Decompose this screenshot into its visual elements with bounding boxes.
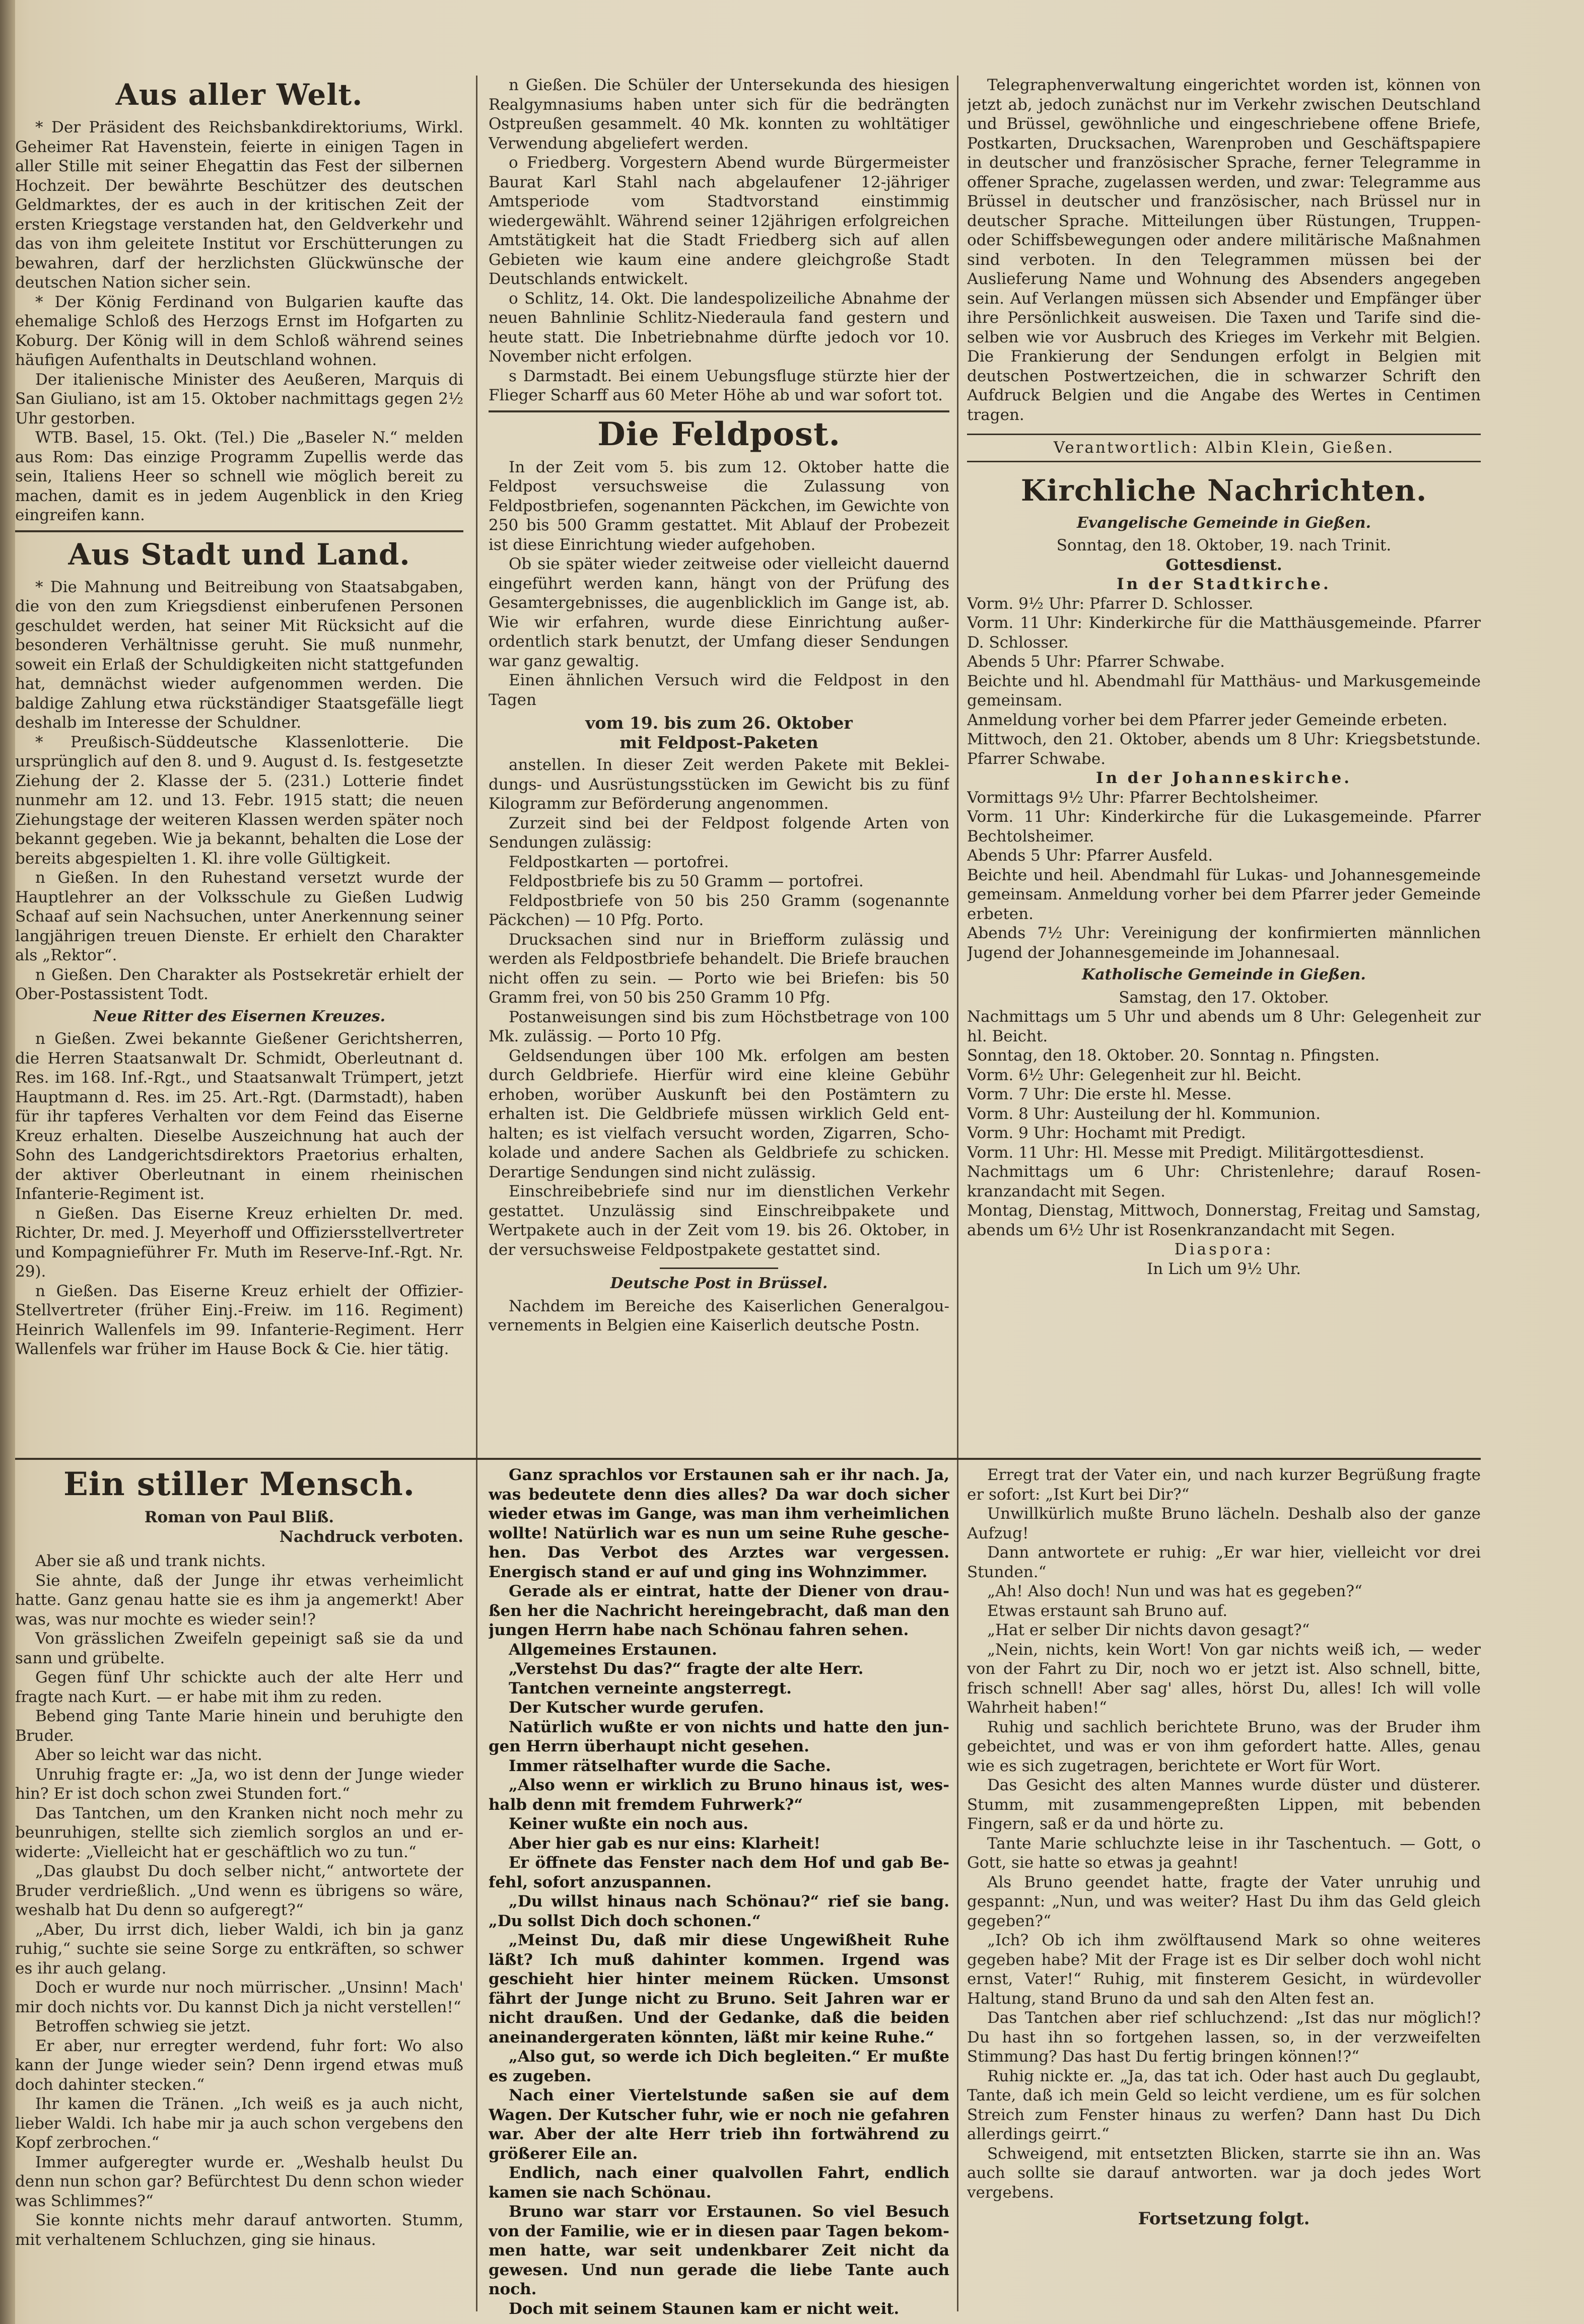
schedule-line: Mittwoch, den 21. Oktober, abends um 8 Uhr: Kriegsbetstunde. Pfarrer Schwabe. [967,730,1481,768]
serial-author: Roman von Paul Bliß. [144,1508,334,1526]
diaspora-line: In Lich um 9½ Uhr. [1147,1259,1301,1278]
paragraph: Zurzeit sind bei der Feldpost folgende Arten von Sendungen zulässig: [489,814,949,852]
serial-paragraph: Doch mit seinem Staunen kam er nicht weit. [509,2299,900,2316]
serial-paragraph: Ihr kamen die Tränen. „Ich weiß es ja auch nicht, lieber Waldi. Ich habe mir ja auch schon vergebens den Kopf zerbrochen.“ [15,2095,463,2152]
serial-text-3 [967,1465,1481,2202]
serial-paragraph: „Aber, Du irrst dich, lieber Waldi, ich bin ja ganz ruhig,“ suchte sie seine Sorge zu entkräften, so schwer es ihr auch gelang. [15,1920,463,1978]
column-rule [957,76,958,2311]
serial-paragraph: „Das glaubst Du doch selber nicht,“ antwortete der Bruder verdrießlich. „Und wenn es übrigens so wäre, weshalb hat Du denn so aufgeregt?“ [15,1862,463,1919]
schedule-line: Vorm. 9 Uhr: Hochamt mit Predigt. [967,1124,1246,1142]
schedule-line: Vormittags 9½ Uhr: Pfarrer Bechtolsheimer. [967,788,1319,807]
serial-paragraph: „Also wenn er wirklich zu Bruno hinaus ist, weshalb denn mit fremdem Fuhrwerk?“ [489,1776,949,1814]
feldpost-pakete: mit Feldpost-Paketen [619,732,818,752]
column-rule [476,76,477,2311]
fortsetzung-folgt: Fortsetzung folgt. [1138,2209,1310,2229]
schedule-line: Montag, Dienstag, Mittwoch, Donnerstag, Freitag und Samstag, abends um 6½ Uhr ist Rosenkranzandacht mit Segen. [967,1202,1481,1239]
short-divider [660,1267,778,1269]
serial-paragraph: Bruno war starr vor Erstaunen. So viel Besuch von der Familie, wie er in diesen paar Tagen bekommen hatte, war seit undenkbarer Zeit nicht da gewesen. Und nun gerade die liebe Tante auch noch. [489,2203,949,2298]
serial-paragraph: Immer rätselhafter wurde die Sache. [509,1756,831,1775]
schedule-line: Anmeldung vorher bei dem Pfarrer jeder Gemeinde erbeten. [967,711,1448,729]
serial-paragraph: Tantchen verneinte angsterregt. [509,1679,792,1698]
subheading-evangelische-gemeinde: Evangelische Gemeinde in Gießen. [1076,514,1371,532]
serial-paragraph: Nach einer Viertelstunde saßen sie auf dem Wagen. Der Kutscher fuhr, wie er noch nie gefahren war. Aber der alte Herr trieb ihn fortwährend zu größerer Eile an. [489,2086,949,2163]
serial-paragraph: „Nein, nichts, kein Wort! Von gar nichts weiß ich, — weder von der Fahrt zu Dir, noch wo er jetzt ist. Also schnell, bitte, frisch schnell! Aber sag' alles, hörst Du, alles! Ich will volle Wahrheit haben!“ [967,1640,1481,1717]
serial-paragraph: Das Gesicht des alten Mannes wurde düster und düsterer. Stumm, mit zusammengepreßten Lippen, mit bebenden Fingern, saß er da und hörte zu. [967,1776,1481,1833]
serial-paragraph: Dann antwortete er ruhig: „Er war hier, vielleicht vor drei Stunden.“ [967,1543,1481,1581]
paragraph: n Gießen. Die Schüler der Untersekunda des hiesigen Realgymnasiums haben unter sich für die bedrängten Ostpreußen gesammelt. 40 Mk. konnten zu wohltätiger Verwendung abgeliefert werden. [489,76,949,153]
serial-paragraph: Das Tantchen, um den Kranken nicht noch mehr zu beunruhigen, stellte sich ziemlich sorglos an und erwiderte: „Vielleicht hat er geschäftlich wo zu tun.“ [15,1804,463,1861]
serial-paragraph: Gerade als er eintrat, hatte der Diener von draußen her die Nachricht hereingebracht, daß man den jungen Herrn habe nach Schönau fahren sehen. [489,1582,949,1639]
schedule-line: Vorm. 11 Uhr: Hl. Messe mit Predigt. Militärgottesdienst. [967,1143,1425,1162]
serial-paragraph: Gegen fünf Uhr schickte auch der alte Herr und fragte nach Kurt. — er habe mit ihm zu reden. [15,1668,463,1706]
paragraph: Postanweisungen sind bis zum Höchstbetrage von 100 Mk. zulässig. — Porto 10 Pfg. [489,1008,949,1045]
stadtkirche-schedule [967,594,1481,769]
article-feldpost [489,458,949,710]
serial-paragraph: „Meinst Du, daß mir diese Ungewißheit Ruhe läßt? Ich muß dahinter kommen. Irgend was geschieht hier hinter meinem Rücken. Umsonst fährt der Junge nicht zu Bruno. Seit Jahren war er nicht draußen. Und der Gedanke, daß die beiden aneinandergeraten könnten, läßt mir keine Ruhe.“ [489,1931,949,2047]
paragraph: n Gießen. Zwei bekannte Gießener Gerichtsherren, die Herren Staatsanwalt Dr. Schmidt, Oberleutnant d. Res. im 168. Inf.-Rgt., und Staatsanwalt Trümpert, jetzt Hauptmann d. Res. im 25. Art.-Rgt. (Darmstadt), haben für ihr tapferes Verhalten vor dem Feind das Eiserne Kreuz erhalten. Dieselbe Auszeichnung hat auch der Sohn des Landgerichtsdirektors Praetorius erhalten, der aktiver Oberleutnant in einem rheinischen Infanterie-Regiment ist. [15,1030,463,1203]
serial-paragraph: Sie ahnte, daß der Junge ihr etwas verheimlicht hatte. Ganz genau hatte sie es ihm ja angemerkt! Aber was, was nur mochte es wieder sein!? [15,1571,463,1629]
paragraph: Feldpostkarten — portofrei. [509,853,729,871]
serial-paragraph: „Ich? Ob ich ihm zwölftausend Mark so ohne weiteres gegeben habe? Mit der Frage ist es Dir selber doch wohl nicht ernst, Vater!“ Ruhig, mit finsterem Gesicht, in würdevoller Haltung, stand Bruno da und sah den Alten fest an. [967,1931,1481,2008]
column-2 [489,76,949,1470]
johanneskirche-schedule [967,788,1481,963]
serial-paragraph: Von grässlichen Zweifeln gepeinigt saß sie da und sann und grübelte. [15,1630,463,1667]
subheading-post-bruessel: Deutsche Post in Brüssel. [610,1275,828,1292]
schedule-line: Vorm. 9½ Uhr: Pfarrer D. Schlosser. [967,594,1254,613]
schedule-line: Beichte und hl. Abendmahl für Matthäus- und Markusgemeinde gemeinsam. [967,672,1481,710]
schedule-line: Vorm. 11 Uhr: Kinderkirche für die Lukasgemeinde. Pfarrer Bechtolsheimer. [967,808,1481,846]
serial-text-1 [15,1552,463,2249]
paragraph: Geldsendungen über 100 Mk. erfolgen am besten durch Geldbriefe. Hierfür wird eine kleine Gebühr erhoben, worüber Auskunft bei den Postämtern zu erhalten ist. Die Geldbriefe müssen wirklich Geld enthalten; es ist vielfach versucht worden, Zigarren, Schokolade und andere Sachen als Geldbriefe zu schicken. Derartige Sendungen sind nicht zulässig. [489,1046,949,1181]
serial-column-2 [489,1465,949,2316]
serial-paragraph: Unwillkürlich mußte Bruno lächeln. Deshalb also der ganze Aufzug! [967,1505,1481,1542]
serial-paragraph: „Verstehst Du das?“ fragte der alte Herr. [509,1660,864,1678]
article-telegraph: Telegraphenverwaltung eingerichtet worden ist, können von jetzt ab, jedoch zunächst nur im Verkehr zwischen Deutschland und Brüssel, gewöhnliche und eingeschriebene offene Briefe, Postkarten, Drucksachen, Warenproben und Geschäftspapiere in deutscher und französischer Sprache, ferner Telegramme in offener Sprache, zugelassen werden, und zwar: Telegramme aus Brüssel in deutscher und französischer, nach Brüssel nur in deutscher Sprache. Mitteilungen über Rüstungen, Truppen- oder Schiffsbewegungen oder andere militärische Maßnahmen sind verboten. In den Telegrammen müssen bei der Auslieferung Name und Wohnung des Absenders angegeben sein. Auf Verlangen müssen sich Absender und Empfänger über ihre Persönlichkeit ausweisen. Die Taxen und Tarife sind dieselben wie vor Ausbruch des Krieges im Verkehr mit Belgien. Die Frankierung der Sendungen erfolgt in Belgien mit deutschen Postwertzeichen, die in schwarzer Schrift den Aufdruck Belgien und die Angabe des Wertes in Centimen tragen. [967,76,1481,424]
schedule-line: Abends 7½ Uhr: Vereinigung der konfirmierten männlichen Jugend der Johannesgemeinde im Johannesaal. [967,924,1481,962]
schedule-line: Vorm. 11 Uhr: Kinderkirche für die Matthäusgemeinde. Pfarrer D. Schlosser. [967,614,1481,652]
serial-paragraph: Er aber, nur erregter werdend, fuhr fort: Wo also kann der Junge wieder sein? Denn irgend etwas muß doch dahinter stecken.“ [15,2036,463,2094]
serial-paragraph: Natürlich wußte er von nichts und hatte den jungen Herrn überhaupt nicht gesehen. [489,1718,949,1755]
heading-kirchliche-nachrichten: Kirchliche Nachrichten. [1020,473,1427,508]
heading-aus-aller-welt: Aus aller Welt. [115,78,363,112]
serial-paragraph: Das Tantchen aber rief schluchzend: „Ist das nur möglich!? Du hast ihn so fortgehen lassen, so, in der verzweifelten Stimmung? Das hast Du fertig bringen können!?“ [967,2009,1481,2066]
schedule-line: Abends 5 Uhr: Pfarrer Ausfeld. [967,847,1213,865]
paragraph: s Darmstadt. Bei einem Uebungsfluge stürzte hier der Flieger Scharff aus 60 Meter Höhe ab und war sofort tot. [489,367,949,404]
heading-aus-stadt-und-land: Aus Stadt und Land. [68,537,410,572]
column-3 [967,76,1481,1470]
paragraph: * Der König Ferdinand von Bulgarien kaufte das ehemalige Schloß des Herzogs Ernst im Hofgarten zu Koburg. Der König will in dem Schloß während seines häufigen Aufenthalts in Deutschland wohnen. [15,293,463,369]
subheading-katholische-gemeinde: Katholische Gemeinde in Gießen. [1082,966,1366,983]
paragraph: * Preußisch-Süddeutsche Klassenlotterie. Die ursprünglich auf den 8. und 9. August d. Is. festgesetzte Ziehung der 2. Klasse der 5. (231.) Lotterie findet nunmehr am 12. und 13. Febr. 1915 statt; die neuen Ziehungstage der weiteren Klassen werden später noch bekannt gegeben. Wie ja bekannt, behalten die Lose der bereits abgespielten 1. Kl. ihre volle Gültigkeit. [15,733,463,868]
serial-paragraph: Ganz sprachlos vor Erstaunen sah er ihr nach. Ja, was bedeutete denn dies alles? Da war doch sicher wieder etwas im Gange, was man ihm verheimlichen wollte! Natürlich war es nun um seine Ruhe geschehen. Das Verbot des Arztes war vergessen. Energisch stand er auf und ging ins Wohnzimmer. [489,1466,949,1581]
serial-paragraph: Erregt trat der Vater ein, und nach kurzer Begrüßung fragte er sofort: „Ist Kurt bei Dir?“ [967,1466,1481,1504]
paragraph: Drucksachen sind nur in Briefform zulässig und werden als Feldpostbriefe behandelt. Die Briefe brauchen nicht offen zu sein. — Porto wie bei Briefen: bis 50 Gramm frei, von 50 bis 250 Gramm 10 Pfg. [489,930,949,1007]
serial-paragraph: Etwas erstaunt sah Bruno auf. [987,1601,1228,1620]
paragraph: WTB. Basel, 15. Okt. (Tel.) Die „Baseler N.“ melden aus Rom: Das einzige Programm Zupellis werde das sein, Italiens Heer so schnell wie möglich bereit zu machen, damit es in jedem Augenblick in den Krieg eingreifen kann. [15,429,463,524]
serial-paragraph: „Hat er selber Dir nichts davon gesagt?“ [987,1621,1310,1639]
serial-column-1 [15,1465,463,2316]
serial-paragraph: „Du willst hinaus nach Schönau?“ rief sie bang. „Du sollst Dich doch schonen.“ [489,1892,949,1930]
schedule-line: Abends 5 Uhr: Pfarrer Schwabe. [967,653,1225,671]
subheading-eisernes-kreuz: Neue Ritter des Eisernen Kreuzes. [93,1007,386,1025]
divider [489,410,949,412]
schedule-line: Vorm. 8 Uhr: Austeilung der hl. Kommunion. [967,1104,1321,1123]
paragraph: anstellen. In dieser Zeit werden Pakete mit Bekleidungs- und Ausrüstungsstücken im Gewicht bis zu fünf Kilogramm zur Beförderung angenommen. [489,756,949,813]
serial-paragraph: Der Kutscher wurde gerufen. [509,1699,764,1717]
schedule-line: Beichte und heil. Abendmahl für Lukas- und Johannesgemeinde gemeinsam. Anmeldung vorher bei dem Pfarrer jeder Gemeinde erbeten. [967,866,1481,923]
serial-paragraph: Ruhig nickte er. „Ja, das tat ich. Oder hast auch Du geglaubt, Tante, daß ich mein Geld so leicht verdiene, um es für solchen Streich zum Fenster hinaus zu werfen? Dann hast Du Dich allerdings geirrt.“ [967,2067,1481,2143]
serial-paragraph: Betroffen schwieg sie jetzt. [35,2017,251,2035]
katholisch-schedule [967,1007,1481,1240]
paragraph: In der Zeit vom 5. bis zum 12. Oktober hatte die Feldpost versuchsweise die Zulassung von Feldpostbriefen, sogenannten Päckchen, im Gewichte von 250 bis 500 Gramm gestattet. Mit Ablauf der Probezeit ist diese Einrichtung wieder aufgehoben. [489,458,949,554]
article-aus-aller-welt [15,118,463,525]
serial-column-3 [967,1465,1481,2316]
article-aus-stadt-und-land [15,578,463,1004]
serial-paragraph: Endlich, nach einer qualvollen Fahrt, endlich kamen sie nach Schönau. [489,2164,949,2202]
feldpost-date-range: vom 19. bis zum 26. Oktober [585,713,853,733]
paragraph: Feldpostbriefe von 50 bis 250 Gramm (sogenannte Päckchen) — 10 Pfg. Porto. [489,891,949,929]
schedule-line: Vorm. 7 Uhr: Die erste hl. Messe. [967,1085,1232,1103]
article-eisernes-kreuz [15,1029,463,1359]
verantwortlich-line: Verantwortlich: Albin Klein, Gießen. [967,434,1481,462]
divider [15,530,463,532]
samstag-date: Samstag, den 17. Oktober. [1119,988,1329,1007]
serial-paragraph: Er öffnete das Fenster nach dem Hof und gab Befehl, sofort anzuspannen. [489,1854,949,1891]
serial-paragraph: Ruhig und sachlich berichtete Bruno, was der Bruder ihm gebeichtet, und was er von ihm gefordert hatte. Alles, genau wie es sich zugetragen, berichtete er Wort für Wort. [967,1718,1481,1775]
paragraph: o Schlitz, 14. Okt. Die landespolizeiliche Abnahme der neuen Bahnlinie Schlitz-Niederaula fand gestern und heute statt. Die Inbetriebnahme dürfte jedoch vor 10. November nicht erfolgen. [489,289,949,366]
paragraph: Ob sie später wieder zeitweise oder vielleicht dauernd eingeführt werden kann, hängt von der Prüfung des Gesamtergebnisses, die augenblicklich im Gange ist, ab. Wie wir erfahren, wurde diese Einrichtung außerordentlich stark benutzt, der Umfang dieser Sendungen war ganz gewaltig. [489,555,949,670]
serial-paragraph: Tante Marie schluchzte leise in ihr Taschentuch. — Gott, o Gott, sie hatte so etwas ja geahnt! [967,1834,1481,1872]
serial-paragraph: Unruhig fragte er: „Ja, wo ist denn der Junge wieder hin? Er ist doch schon zwei Stunden fort.“ [15,1765,463,1803]
schedule-line: Nachmittags um 5 Uhr und abends um 8 Uhr: Gelegenheit zur hl. Beicht. [967,1008,1481,1045]
serial-paragraph: Keiner wußte ein noch aus. [509,1815,748,1833]
serial-paragraph: Aber sie aß und trank nichts. [35,1552,266,1570]
paragraph: Feldpostbriefe bis zu 50 Gramm — portofrei. [509,872,864,890]
article-feldpost-rules [489,755,949,1259]
gottesdienst-label: Gottesdienst. [1165,555,1282,574]
serial-paragraph: „Also gut, so werde ich Dich begleiten.“ Er mußte es zugeben. [489,2048,949,2085]
schedule-line: Sonntag, den 18. Oktober. 20. Sonntag n. Pfingsten. [967,1046,1380,1065]
johanneskirche-label: In der Johanneskirche. [1095,769,1352,787]
serial-paragraph: Immer aufgeregter wurde er. „Weshalb heulst Du denn nun schon gar? Befürchtest Du denn schon wieder was Schlimmes?“ [15,2153,463,2210]
serial-text-2 [489,1465,949,2316]
serial-heading: Ein stiller Mensch. [63,1465,416,1503]
paragraph: Einen ähnlichen Versuch wird die Feldpost in den Tagen [489,671,949,709]
serial-nachdruck: Nachdruck verboten. [279,1527,463,1546]
paragraph: Der italienische Minister des Aeußeren, Marquis di San Giuliano, ist am 15. Oktober nachmittags gegen 2½ Uhr gestorben. [15,370,463,428]
serial-paragraph: „Ah! Also doch! Nun und was hat es gegeben?“ [987,1582,1362,1600]
paragraph: * Der Präsident des Reichsbankdirektoriums, Wirkl. Geheimer Rat Havenstein, feierte in einigen Tagen in aller Stille mit seiner Ehegattin das Fest der silbernen Hochzeit. Der bewährte Beschützer des deutschen Geldmarktes, der es auch in der kritischen Zeit der ersten Kriegstage verstanden hat, den Geldverkehr und das von ihm geleitete Institut vor Erschütterungen zu bewahren, darf der herzlichsten Glückwünsche der deutschen Nation sicher sein. [15,118,463,292]
article-post-bruessel: Nachdem im Bereiche des Kaiserlichen Generalgouvernements in Belgien eine Kaiserlich deutsche Postn. [489,1297,949,1334]
serial-paragraph: Als Bruno geendet hatte, fragte der Vater unruhig und gespannt: „Nun, und was weiter? Hast Du ihm das Geld gleich gegeben?“ [967,1873,1481,1930]
paragraph: n Gießen. Das Eiserne Kreuz erhielt der Offizier-Stellvertreter (früher Einj.-Freiw. im 116. Regiment) Heinrich Wallenfels im 99. Infanterie-Regiment. Herr Wallenfels war früher im Hause Bock & Cie. hier tätig. [15,1282,463,1358]
serial-paragraph: Doch er wurde nur noch mürrischer. „Unsinn! Mach' mir doch nichts vor. Du kannst Dich ja nicht verstellen!“ [15,1979,463,2016]
schedule-line: Vorm. 6½ Uhr: Gelegenheit zur hl. Beicht. [967,1066,1302,1084]
sonntag-trinit: Sonntag, den 18. Oktober, 19. nach Trinit. [1056,536,1392,554]
paragraph: n Gießen. Den Charakter als Postsekretär erhielt der Ober-Postassistent Todt. [15,965,463,1003]
paragraph: n Gießen. In den Ruhestand versetzt wurde der Hauptlehrer an der Volksschule zu Gießen Ludwig Schaaf auf sein Nachsuchen, unter Anerkennung seiner langjährigen treuen Dienste. Er erhielt den Charakter als „Rektor“. [15,869,463,964]
serial-paragraph: Sie konnte nichts mehr darauf antworten. Stumm, mit verhaltenem Schluchzen, ging sie hinaus. [15,2211,463,2249]
paragraph: * Die Mahnung und Beitreibung von Staatsabgaben, die von den zum Kriegsdienst einberufenen Personen geschuldet werden, hat seiner Mit Rücksicht auf die besonderen Verhältnisse geruht. Sie muß nunmehr, soweit ein Erlaß der Schuldigkeiten nicht stattgefunden hat, demnächst wieder aufgenommen werden. Die baldige Zahlung etwa rückständiger Staatsgefälle liegt deshalb im Interesse der Schuldner. [15,578,463,732]
column-1 [15,76,463,1470]
schedule-line: Nachmittags um 6 Uhr: Christenlehre; darauf Rosenkranzandacht mit Segen. [967,1163,1481,1201]
article-local-news [489,76,949,405]
heading-feldpost: Die Feldpost. [597,415,841,453]
serial-paragraph: Bebend ging Tante Marie hinein und beruhigte den Bruder. [15,1707,463,1745]
paragraph: o Friedberg. Vorgestern Abend wurde Bürgermeister Baurat Karl Stahl nach abgelaufener 12-jähriger Amtsperiode vom Stadtvorstand einstimmig wiedergewählt. Während seiner 12jährigen erfolgreichen Amtstätigkeit hat die Stadt Friedberg sich auf allen Gebieten wie kaum eine andere gleichgroße Stadt Deutschlands entwickelt. [489,154,949,288]
serial-paragraph: Allgemeines Erstaunen. [509,1640,717,1659]
diaspora-label: Diaspora: [1174,1240,1274,1258]
serial-paragraph: Aber hier gab es nur eins: Klarheit! [509,1834,820,1853]
paragraph: n Gießen. Das Eiserne Kreuz erhielten Dr. med. Richter, Dr. med. J. Meyerhoff und Offiziersstellvertreter und Kompagnieführer Fr. Muth im Reserve-Inf.-Rgt. Nr. 29). [15,1204,463,1281]
serial-paragraph: Schweigend, mit entsetzten Blicken, starrte sie ihn an. Was auch sollte sie darauf antworten. war ja doch jedes Wort vergebens. [967,2144,1481,2202]
stadtkirche-label: In der Stadtkirche. [1117,575,1331,593]
binding-gutter [0,0,15,2324]
paragraph: Einschreibebriefe sind nur im dienstlichen Verkehr gestattet. Unzulässig sind Einschreibpakete und Wertpakete auch in der Zeit vom 19. bis 26. Oktober, in der versuchsweise Feldpostpakete gestattet sind. [489,1182,949,1259]
serial-paragraph: Aber so leicht war das nicht. [35,1746,262,1764]
